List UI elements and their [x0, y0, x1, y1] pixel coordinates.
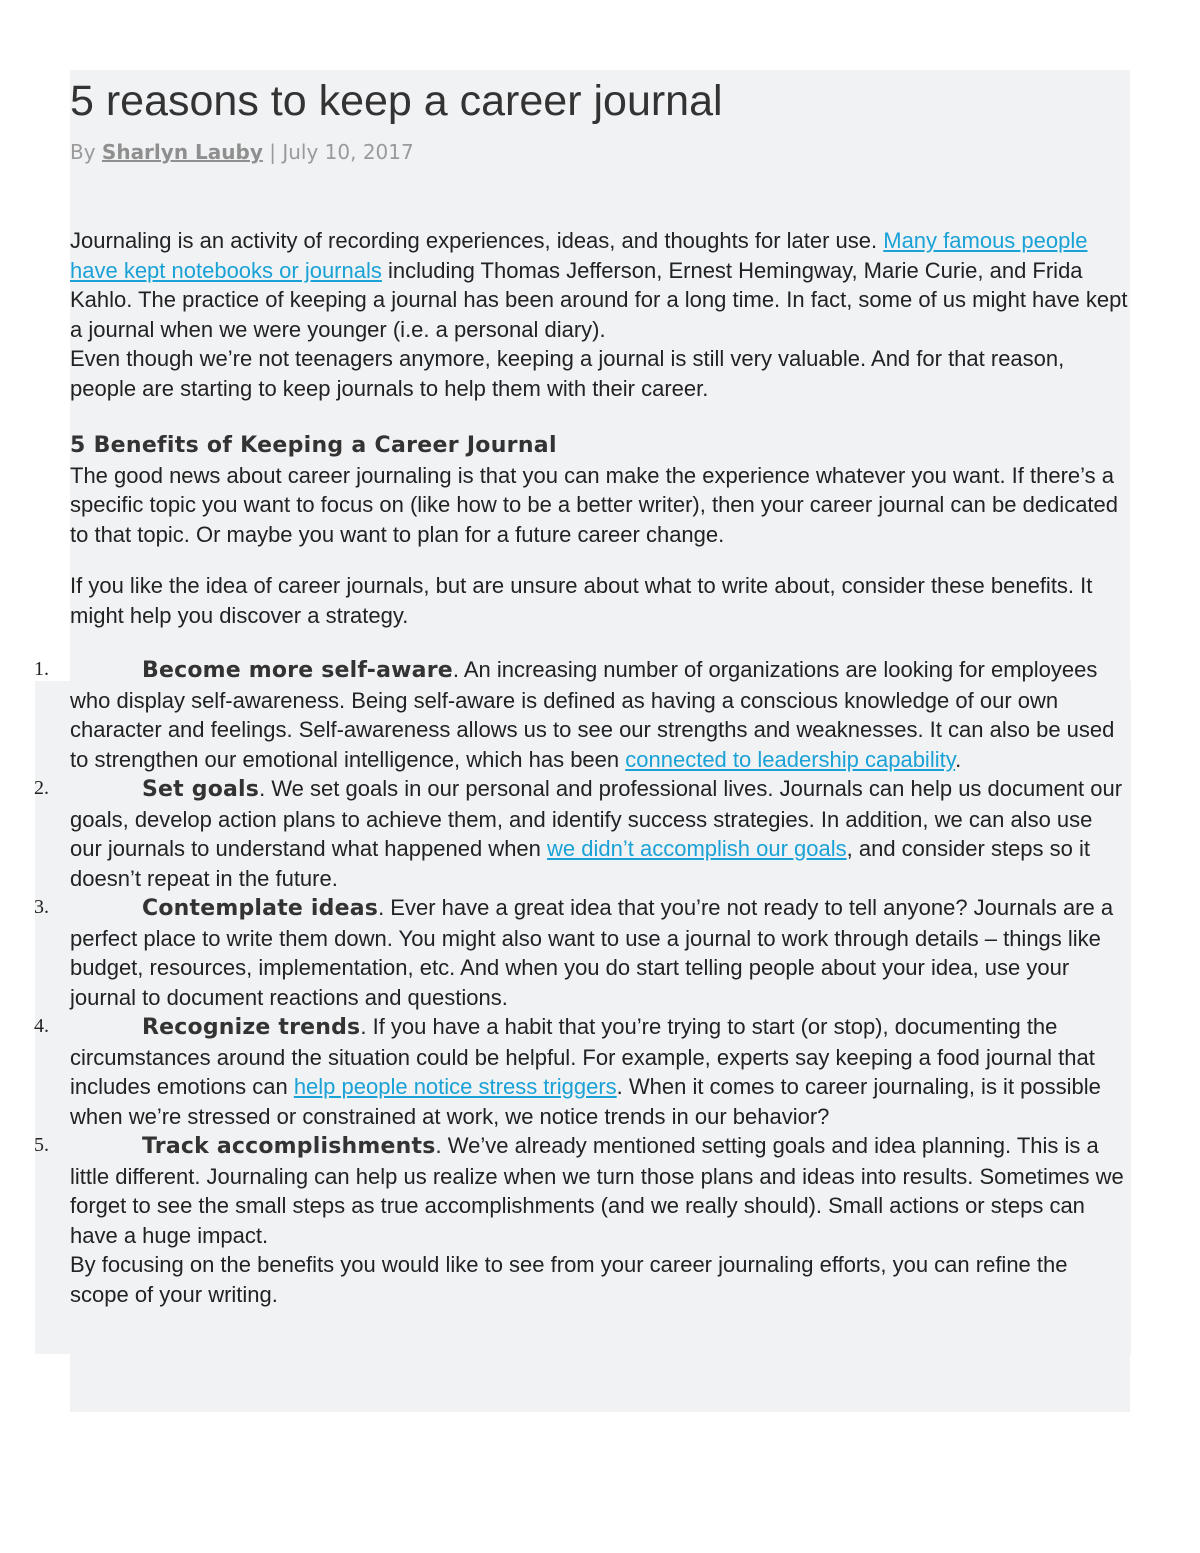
accomplish-goals-link[interactable]: we didn’t accomplish our goals	[547, 836, 847, 861]
section-heading: 5 Benefits of Keeping a Career Journal	[70, 433, 557, 458]
list-number: 5.	[34, 1134, 49, 1156]
benefit-term: Track accomplishments	[142, 1134, 436, 1159]
intro-paragraph-1	[70, 226, 1130, 344]
byline-separator: |	[269, 140, 276, 164]
benefit-text-after: .	[955, 746, 962, 772]
author-link[interactable]: Sharlyn Lauby	[101, 140, 263, 164]
publish-date: July 10, 2017	[282, 140, 414, 164]
benefit-text: . We’ve already mentioned setting goals and idea planning. This is a little different. Journaling can help us realize when we turn those plans and ideas into results. Sometimes we forget to see the small steps as true accomplishments (and we really should). Small actions or steps can have a huge impact.	[70, 1133, 1124, 1248]
benefit-text: . We set goals in our personal and professional lives. Journals can help us document our goals, develop action plans to achieve them, and identify success strategies. In addition, we can also use our journals to understand what happened when	[70, 776, 1123, 861]
section-paragraph-2: If you like the idea of career journals, but are unsure about what to write about, consider these benefits. It might help you discover a strategy.	[70, 573, 1093, 628]
benefit-text-after: . When it comes to career journaling, is it possible when we’re stressed or constrained at work, we notice trends in our behavior?	[70, 1074, 1101, 1129]
benefit-text: . If you have a habit that you’re trying to start (or stop), documenting the circumstances around the situation could be helpful. For example, experts say keeping a food journal that includes emotions can	[70, 1014, 1095, 1099]
benefit-term: Contemplate ideas	[142, 896, 379, 921]
list-number: 2.	[34, 777, 49, 799]
benefit-text: . An increasing number of organizations are looking for employees who display self-awareness. Being self-aware is defined as having a conscious knowledge of our own character and feelings. Self-awareness allows us to see our strengths and weaknesses. It can also be used to strengthen our emotional intelligence, which has been	[70, 657, 1115, 772]
benefit-term: Become more self-aware	[142, 658, 453, 683]
byline	[70, 138, 1130, 166]
list-number: 3.	[34, 896, 49, 918]
article-title: 5 reasons to keep a career journal	[70, 77, 723, 125]
leadership-capability-link[interactable]: connected to leadership capability	[625, 746, 956, 772]
benefit-text-after: , and consider steps so it doesn’t repeat in the future.	[70, 836, 1090, 891]
intro-text-before: Journaling is an activity of recording experiences, ideas, and thoughts for later use.	[70, 228, 878, 253]
benefits-list	[34, 655, 1130, 1250]
benefit-term: Set goals	[142, 777, 260, 802]
list-item	[34, 1131, 1130, 1250]
list-item	[34, 1012, 1130, 1131]
list-number: 1.	[34, 658, 49, 680]
list-number: 4.	[34, 1015, 49, 1037]
article	[34, 70, 1130, 1309]
list-item	[34, 893, 1130, 1012]
intro-text-after: including Thomas Jefferson, Ernest Hemingway, Marie Curie, and Frida Kahlo. The practice of keeping a journal has been around for a long time. In fact, some of us might have kept a journal when we were younger (i.e. a personal diary).	[70, 257, 1128, 342]
closing-paragraph: By focusing on the benefits you would like to see from your career journaling efforts, you can refine the scope of your writing.	[70, 1252, 1068, 1307]
section-paragraph-1: The good news about career journaling is that you can make the experience whatever you want. If there’s a specific topic you want to focus on (like how to be a better writer), then your career journal can be dedicated to that topic. Or maybe you want to plan for a future career change.	[70, 462, 1119, 547]
famous-journals-link[interactable]: Many famous people have kept notebooks or journals	[70, 228, 1088, 283]
list-item	[34, 655, 1130, 774]
benefit-text: . Ever have a great idea that you’re not ready to tell anyone? Journals are a perfect place to write them down. You might also want to use a journal to work through details – things like budget, resources, implementation, etc. And when you do start telling people about your idea, use your journal to document reactions and questions.	[70, 895, 1114, 1010]
intro-paragraph-2: Even though we’re not teenagers anymore, keeping a journal is still very valuable. And for that reason, people are starting to keep journals to help them with their career.	[70, 346, 1065, 401]
stress-triggers-link[interactable]: help people notice stress triggers	[293, 1074, 617, 1099]
list-item	[34, 774, 1130, 893]
benefit-term: Recognize trends	[142, 1015, 361, 1040]
byline-prefix: By	[70, 140, 96, 164]
